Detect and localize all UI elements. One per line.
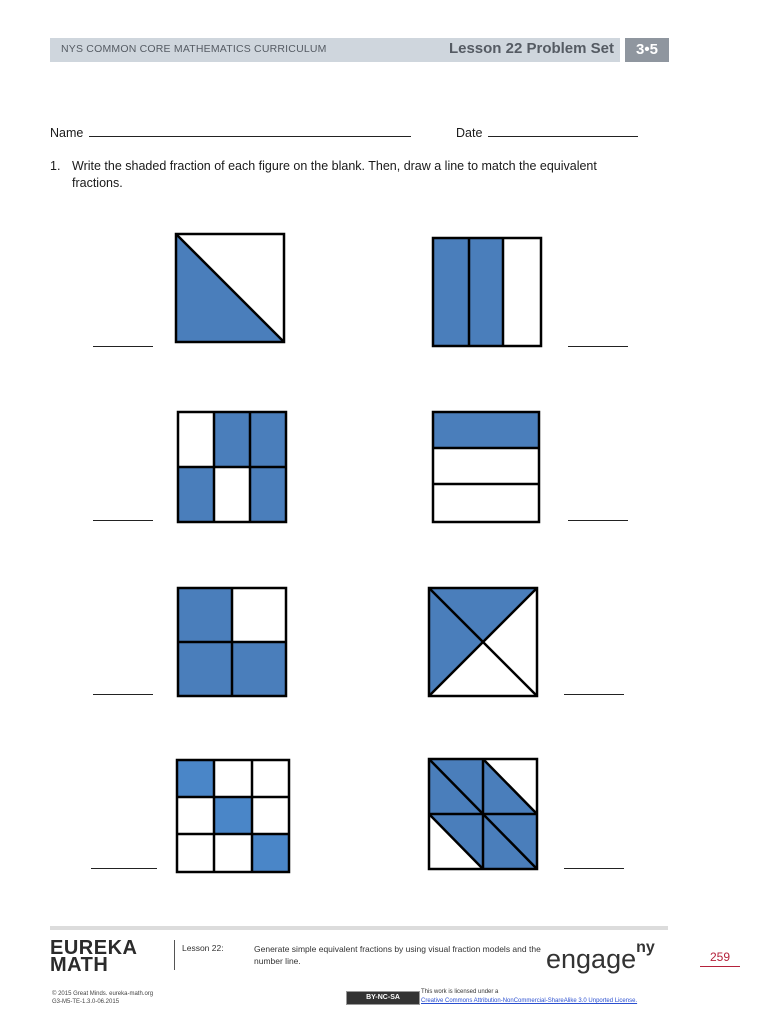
cc-license-badge: BY-NC-SA — [346, 991, 420, 1005]
question-1 — [50, 158, 630, 192]
lesson-title: Lesson 22 Problem Set — [448, 40, 614, 57]
footer-rule — [50, 926, 668, 930]
date-line[interactable] — [488, 124, 638, 137]
figure-diagonal-half-square — [174, 232, 286, 344]
figure-four-quadrants — [176, 586, 288, 698]
figure-x-square-four-triangles — [427, 586, 539, 698]
engage-text: engage — [546, 944, 637, 974]
shaded-region — [178, 588, 232, 642]
question-number: 1. — [50, 159, 61, 173]
curriculum-title: NYS COMMON CORE MATHEMATICS CURRICULUM — [61, 43, 327, 55]
name-line[interactable] — [89, 124, 411, 137]
license-line: This work is licensed under a — [421, 989, 499, 995]
eureka-math-logo — [50, 937, 138, 976]
logo-line-2: MATH — [50, 954, 109, 976]
figure-nine-cell-grid — [175, 758, 291, 874]
answer-blank-left-2[interactable] — [93, 520, 153, 521]
shaded-region — [232, 642, 286, 696]
figure-six-cell-grid — [176, 410, 288, 524]
answer-blank-right-4[interactable] — [564, 868, 624, 869]
name-field[interactable] — [50, 124, 411, 140]
shaded-region — [214, 797, 252, 834]
answer-blank-left-1[interactable] — [93, 346, 153, 347]
shaded-region — [252, 834, 289, 872]
header-bar — [50, 38, 620, 62]
logo-line-1: EUREKA — [50, 937, 138, 959]
footer-lesson-label: Lesson 22: — [182, 943, 224, 953]
footer-separator — [174, 940, 175, 970]
copyright-line-2: G3-M5-TE-1.3.0-06.2015 — [52, 999, 120, 1005]
license-link[interactable]: Creative Commons Attribution-NonCommercial-ShareAlike 3.0 Unported License. — [421, 998, 638, 1004]
page-number: 259 — [709, 950, 731, 964]
shaded-region — [177, 760, 214, 797]
shaded-region — [250, 412, 286, 467]
shaded-region — [433, 238, 469, 346]
figure-three-horizontal-strips — [431, 410, 541, 524]
copyright-line-1: © 2015 Great Minds. eureka-math.org — [52, 991, 154, 997]
page-number-rule — [700, 966, 740, 967]
shaded-region — [178, 642, 232, 696]
shaded-region — [214, 412, 250, 467]
date-field[interactable] — [456, 124, 638, 140]
answer-blank-right-2[interactable] — [568, 520, 628, 521]
figure-quadrants-split-eight-triangles — [427, 757, 539, 871]
date-label: Date — [456, 126, 483, 140]
answer-blank-left-4[interactable] — [91, 868, 157, 869]
footer-lesson-description: Generate simple equivalent fractions by using visual fraction models and the number line. — [254, 944, 541, 966]
answer-blank-left-3[interactable] — [93, 694, 153, 695]
shaded-region — [178, 467, 214, 522]
grade-module-badge: 3•5 — [625, 38, 669, 62]
shaded-region — [433, 412, 539, 448]
shaded-region — [469, 238, 503, 346]
ny-text: ny — [636, 939, 655, 956]
answer-blank-right-3[interactable] — [564, 694, 624, 695]
answer-blank-right-1[interactable] — [568, 346, 628, 347]
engageny-logo — [546, 939, 655, 975]
name-label: Name — [50, 126, 84, 140]
copyright — [52, 990, 153, 1006]
shaded-region — [250, 467, 286, 522]
figure-three-vertical-strips — [431, 236, 543, 348]
license-note — [421, 988, 637, 1006]
question-text: Write the shaded fraction of each figure on the blank. Then, draw a line to match the equivalent fractions. — [72, 159, 597, 190]
